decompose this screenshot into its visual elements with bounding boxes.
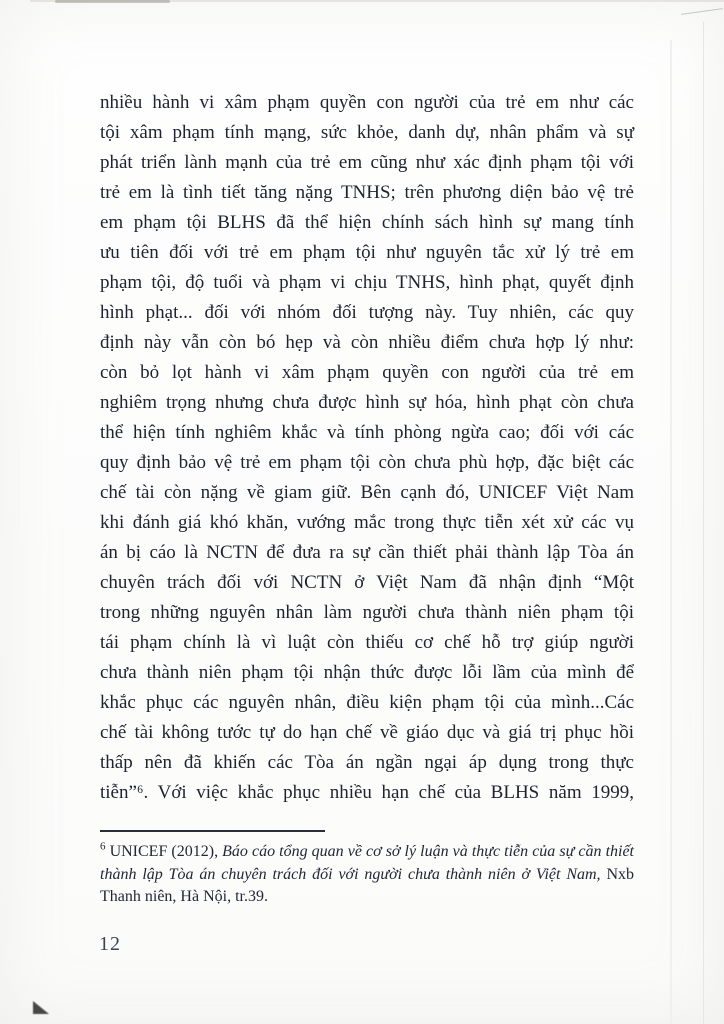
body-text-line: quy định bảo vệ trẻ em phạm tội còn chưa phù hợp, đặc biệt các bbox=[100, 452, 634, 473]
page-number: 12 bbox=[99, 933, 121, 955]
footnote bbox=[100, 841, 634, 909]
scan-right-edge-artifact-2 bbox=[703, 22, 704, 1024]
body-text-line: chưa thành niên phạm tội nhận thức được lỗi lầm của mình để bbox=[100, 662, 634, 683]
body-text-line: tội xâm phạm tính mạng, sức khỏe, danh dự, nhân phẩm và sự bbox=[100, 122, 634, 143]
footnote-marker: 6 bbox=[100, 840, 106, 853]
body-text-line: khắc phục các nguyên nhân, điều kiện phạm tội của mình...Các bbox=[100, 692, 634, 713]
body-text-line: khi đánh giá khó khăn, vướng mắc trong thực tiễn xét xử các vụ bbox=[100, 512, 634, 533]
footnote-citation-title: Báo cáo tổng quan về cơ sở lý luận và thực tiễn của sự cần thiết thành lập Tòa án chuyên trách đối với người chưa thành niên ở Việt Nam, bbox=[100, 843, 635, 883]
body-text-line: trẻ em là tình tiết tăng nặng TNHS; trên phương diện bảo vệ trẻ bbox=[100, 182, 634, 203]
body-text-line: tái phạm chính là vì luật còn thiếu cơ chế hỗ trợ giúp người bbox=[100, 632, 634, 653]
body-text-line: định này vẫn còn bó hẹp và còn nhiều điểm chưa hợp lý như: bbox=[100, 332, 634, 353]
body-text-line: án bị cáo là NCTN để đưa ra sự cần thiết phải thành lập Tòa án bbox=[100, 542, 634, 563]
body-text-line: chuyên trách đối với NCTN ở Việt Nam đã nhận định “Một bbox=[100, 572, 634, 593]
scan-right-edge-artifact bbox=[670, 40, 672, 1024]
body-text bbox=[100, 88, 634, 808]
body-text-line: thấp nên đã khiến các Tòa án ngần ngại áp dụng trong thực bbox=[100, 752, 634, 773]
footnote-separator-rule bbox=[100, 830, 325, 832]
body-text-line: ưu tiên đối với trẻ em phạm tội như nguyên tắc xử lý trẻ em bbox=[100, 242, 634, 263]
footnote-suffix: Nxb Thanh niên, Hà Nội, tr.39. bbox=[100, 865, 634, 905]
body-text-line: thể hiện tính nghiêm khắc và tính phòng ngừa cao; đối với các bbox=[100, 422, 634, 443]
scan-top-smudge-artifact bbox=[55, 0, 170, 3]
body-text-line: nhiều hành vi xâm phạm quyền con người của trẻ em như các bbox=[100, 92, 634, 113]
body-text-line: em phạm tội BLHS đã thể hiện chính sách hình sự mang tính bbox=[100, 212, 634, 233]
footnote-prefix: UNICEF (2012), bbox=[105, 843, 223, 860]
scan-top-right-corner-artifact bbox=[681, 8, 723, 15]
scan-bottom-left-corner-mark bbox=[33, 1001, 49, 1014]
body-text-line: tiễn”⁶. Với việc khắc phục nhiều hạn chế của BLHS năm 1999, bbox=[100, 782, 634, 803]
body-text-line: còn bỏ lọt hành vi xâm phạm quyền con người của trẻ em bbox=[100, 362, 634, 383]
body-text-line: chế tài còn nặng về giam giữ. Bên cạnh đó, UNICEF Việt Nam bbox=[100, 482, 634, 503]
body-text-line: phạm tội, độ tuổi và phạm vi chịu TNHS, hình phạt, quyết định bbox=[100, 272, 634, 293]
body-text-line: trong những nguyên nhân làm người chưa thành niên phạm tội bbox=[100, 602, 634, 623]
body-text-line: hình phạt... đối với nhóm đối tượng này. Tuy nhiên, các quy bbox=[100, 302, 634, 323]
body-text-line: phát triển lành mạnh của trẻ em cũng như xác định phạm tội với bbox=[100, 152, 634, 173]
body-text-line: nghiêm trọng nhưng chưa được hình sự hóa, hình phạt còn chưa bbox=[100, 392, 634, 413]
body-text-line: chế tài không tước tự do hạn chế về giáo dục và giá trị phục hồi bbox=[100, 722, 634, 743]
